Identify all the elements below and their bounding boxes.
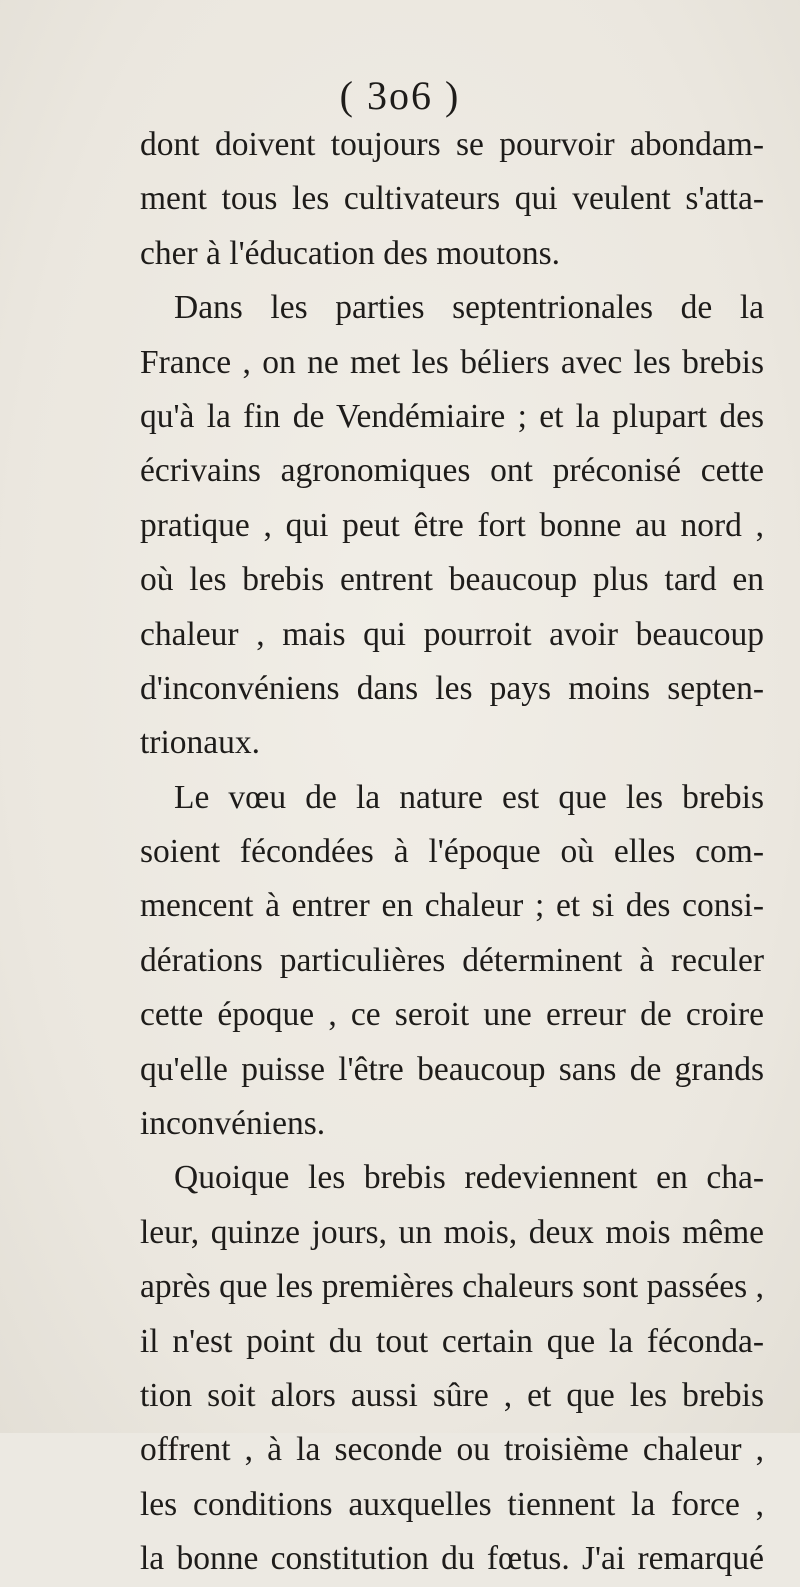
text-line: leur, quinze jours, un mois, deux mois même xyxy=(140,1213,764,1251)
text-line: chaleur , mais qui pourroit avoir beaucoup xyxy=(140,615,764,653)
text-line: Quoique les brebis redeviennent en cha- xyxy=(174,1159,764,1197)
text-line: dont doivent toujours se pourvoir abondam- xyxy=(140,126,764,163)
text-line: inconvéniens. xyxy=(140,1105,326,1143)
text-line: cher à l'éducation des moutons. xyxy=(140,234,561,272)
text-line: ment tous les cultivateurs qui veulent s'atta- xyxy=(140,180,764,218)
text-line: Le vœu de la nature est que les brebis xyxy=(174,778,764,816)
text-line: d'inconvéniens dans les pays moins septen- xyxy=(140,669,764,707)
text-line: trionaux. xyxy=(140,724,261,762)
text-line: pratique , qui peut être fort bonne au nord , xyxy=(140,506,764,544)
text-line: où les brebis entrent beaucoup plus tard en xyxy=(140,561,764,599)
body-text xyxy=(140,118,764,1587)
text-line: tion soit alors aussi sûre , et que les brebis xyxy=(140,1376,764,1414)
text-line: les conditions auxquelles tiennent la force , xyxy=(140,1485,764,1523)
text-line: offrent , à la seconde ou troisième chaleur , xyxy=(140,1431,764,1469)
text-line: écrivains agronomiques ont préconisé cette xyxy=(140,452,764,490)
text-line: mencent à entrer en chaleur ; et si des consi- xyxy=(140,887,764,925)
text-line: dérations particulières déterminent à reculer xyxy=(140,941,764,979)
page-number: ( 3o6 ) xyxy=(339,73,461,118)
text-line: cette époque , ce seroit une erreur de croire xyxy=(140,996,764,1034)
text-line: Dans les parties septentrionales de la xyxy=(174,289,764,327)
text-line: France , on ne met les béliers avec les brebis xyxy=(140,343,764,381)
text-line: qu'à la fin de Vendémiaire ; et la plupart des xyxy=(140,397,764,435)
text-line: la bonne constitution du fœtus. J'ai remarqué xyxy=(140,1540,764,1578)
text-line: il n'est point du tout certain que la féconda- xyxy=(140,1322,764,1360)
text-line: après que les premières chaleurs sont passées , xyxy=(140,1268,764,1306)
text-line: soient fécondées à l'époque où elles com- xyxy=(140,833,764,871)
text-line: qu'elle puisse l'être beaucoup sans de grands xyxy=(140,1050,764,1088)
